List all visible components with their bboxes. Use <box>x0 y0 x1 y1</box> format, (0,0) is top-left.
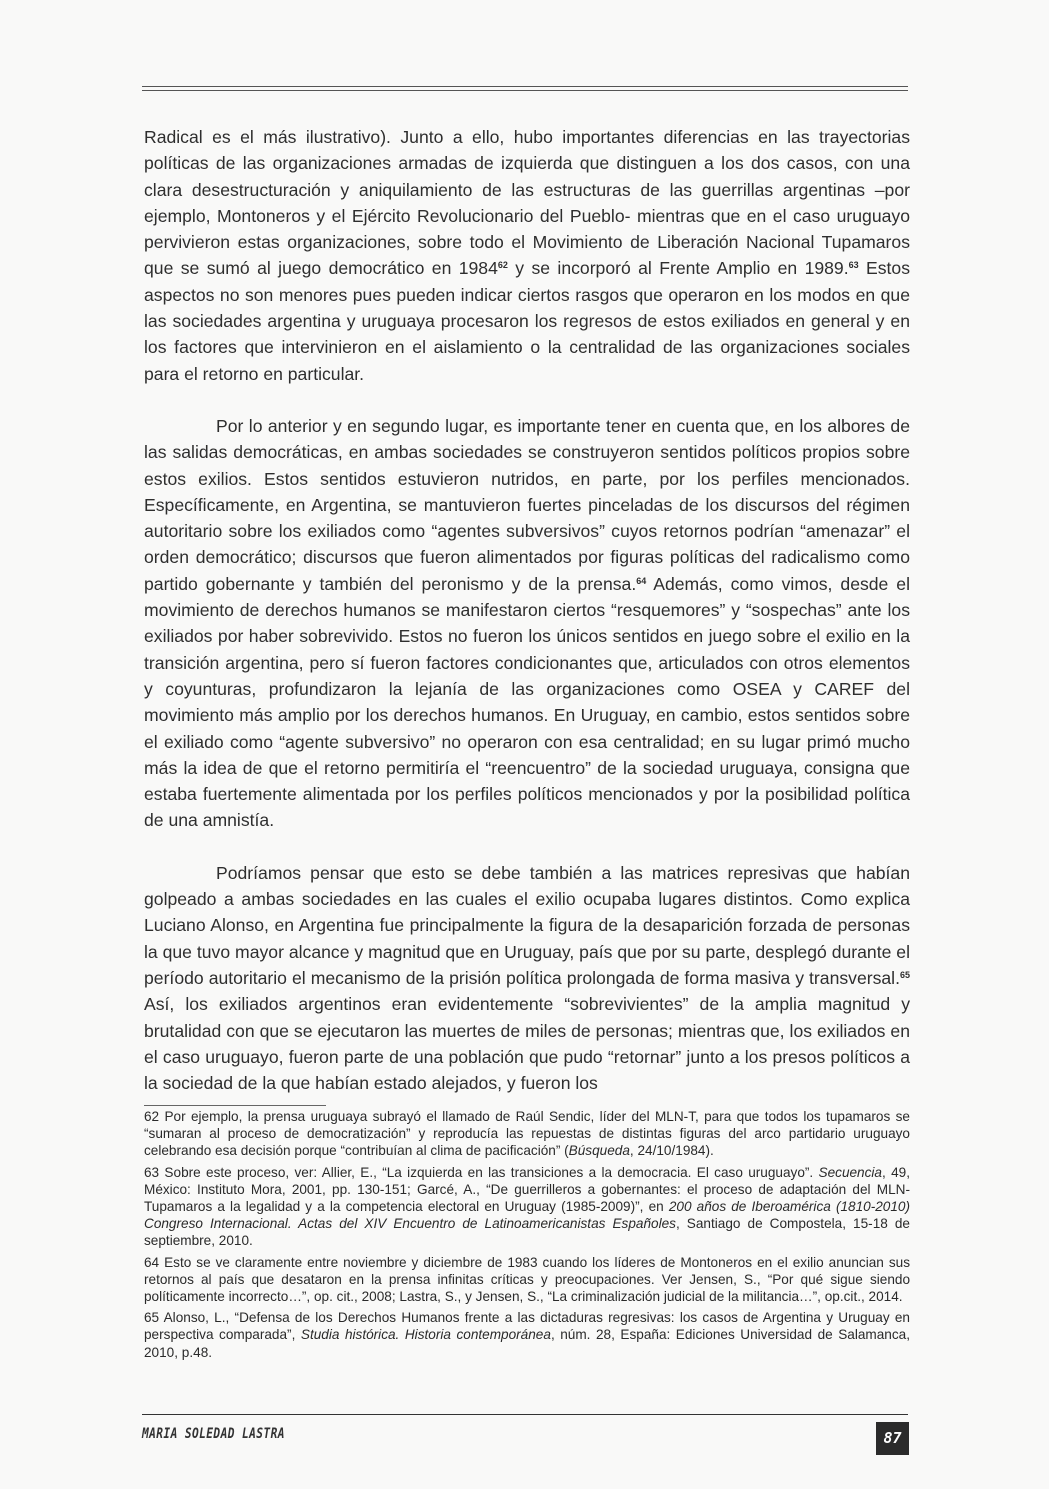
paragraph-1: Radical es el más ilustrativo). Junto a ello, hubo importantes diferencias en las trayectorias políticas de las organizaciones armadas de izquierda que distinguen a los dos casos, con una clara desestructuración y aniquilamiento de las estructuras de las guerrillas argentinas –por ejemplo, Montoneros y el Ejército Revolucionario del Pueblo- mientras que en el caso uruguayo pervivieron estas organizaciones, sobre todo el Movimiento de Liberación Nacional Tupamaros que se sumó al juego democrático en 1984$^{62}$ y se incorporó al Frente Amplio en 1989.63 Estos aspectos no son menores pues pueden indicar ciertos rasgos que operaron en los modos en que las sociedades argentina y uruguaya procesaron los regresos de estos exiliados en general y en los factores que intervinieron en el aislamiento o la centralidad de las organizaciones sociales para el retorno en particular. <box>144 127 911 384</box>
author-name: MARIA SOLEDAD LASTRA <box>142 1426 285 1442</box>
page-number: 87 <box>876 1422 909 1455</box>
footnote-64: 64 Esto se ve claramente entre noviembre y diciembre de 1983 cuando los líderes de Montoneros en el exilio anuncian sus retornos al país que desataron en la prensa infinitas críticas y preocupaciones. Ver Jensen, S., “Por qué sigue siendo políticamente incorrecto…”, op. cit., 2008; Lastra, S., y Jensen, S., “La criminalización judicial de la militancia…”, op.cit., 2014. <box>144 1254 910 1305</box>
footnote-separator <box>144 1105 326 1106</box>
footnote-65: 65 Alonso, L., “Defensa de los Derechos Humanos frente a las dictaduras regresivas: los casos de Argentina y Uruguay en perspectiva comparada”, Studia histórica. Historia contemporánea, núm. 28, España: Ediciones Universidad de Salamanca, 2010, p.48. <box>144 1310 910 1360</box>
footnote-63: 63 Sobre este proceso, ver: Allier, E., “La izquierda en las transiciones a la democracia. El caso uruguayo”. Secuencia, 49, México: Instituto Mora, 2001, pp. 130-151; Garcé, A., “De guerrilleros a gobernantes: el proceso de adaptación del MLN- Tupamaros a la legalidad y a la competencia electoral en Uruguay (1985-2009)”, en 200 años de Iberoamérica (1810-2010) Congreso Internacional. Actas del XIV Encuentro de Latinoamericanistas Españoles, Santiago de Compostela, 15-18 de septiembre, 2010. <box>144 1164 911 1249</box>
paragraph-3: Podríamos pensar que esto se debe también a las matrices represivas que habían golpeado a ambas sociedades en las cuales el exilio ocupaba lugares distintos. Como explica Luciano Alonso, en Argentina fue principalmente la figura de la desaparición forzada de personas la que tuvo mayor alcance y magnitud que en Uruguay, país que por su parte, desplegó durante el período autoritario el mecanismo de la prisión política prolongada de forma masiva y transversal.$^{65}$ Así, los exiliados argentinos eran evidentemente “sobrevivientes” de la amplia magnitud y brutalidad con que se ejecutaron las muertes de miles de personas; mientras que, los exiliados en el caso uruguayo, fueron parte de una población que pudo “retornar” junto a los presos políticos a la sociedad de la que habían estado alejados, y fueron los <box>144 862 910 1094</box>
footnote-ref-62[interactable]: 62 <box>497 260 508 271</box>
footnotes <box>144 1108 910 1365</box>
header-rule-bottom <box>142 90 908 91</box>
paragraph-2: Por lo anterior y en segundo lugar, es importante tener en cuenta que, en los albores de las salidas democráticas, en ambas sociedades se construyeron sentidos políticos propios sobre estos exilios. Estos sentidos estuvieron nutridos, en parte, por los perfiles mencionados. Específicamente, en Argentina, se mantuvieron fuertes pinceladas de los discursos del régimen autoritario sobre los exiliados como “agentes subversivos” cuyos retornos podrían “amenazar” el orden democrático; discursos que fueron alimentados por figuras políticas del radicalismo como partido gobernante y también del peronismo y de la prensa.$^{64}$ Además, como vimos, desde el movimiento de derechos humanos se manifestaron ciertos “resquemores” y “sospechas” ante los exiliados por haber sobrevivido. Estos no fueron los únicos sentidos en juego sobre el exilio en la transición argentina, pero sí fueron factores condicionantes que, articulados con otros elementos y coyunturas, profundizaron la lejanía de las organizaciones como OSEA y CAREF del movimiento más amplio por los derechos humanos. En Uruguay, en cambio, estos sentidos sobre el exiliado como “agente subversivo” no operaron con esa centralidad; en su lugar primó mucho más la idea de que el retorno permitiría el “reencuentro” de la sociedad uruguaya, consigna que estaba fuertemente alimentada por los perfiles políticos mencionados y por la posibilidad política de una amnistía. <box>144 415 910 831</box>
footnote-ref-63[interactable]: 63 <box>848 260 859 271</box>
footnote-62: 62 Por ejemplo, la prensa uruguaya subrayó el llamado de Raúl Sendic, líder del MLN-T, para que todos los tupamaros se “sumaran al proceso de democratización” y reproducía las repuestas de distintas figuras del arco partidario uruguayo celebrando esa decisión porque “contribuían al clima de pacificación” (Búsqueda, 24/10/1984). <box>144 1109 910 1159</box>
footnote-ref-64[interactable]: 64 <box>636 575 647 586</box>
header-rule-top <box>142 86 908 87</box>
footnote-ref-65[interactable]: 65 <box>899 969 910 980</box>
main-text <box>144 124 910 1096</box>
footer-rule <box>142 1414 908 1415</box>
